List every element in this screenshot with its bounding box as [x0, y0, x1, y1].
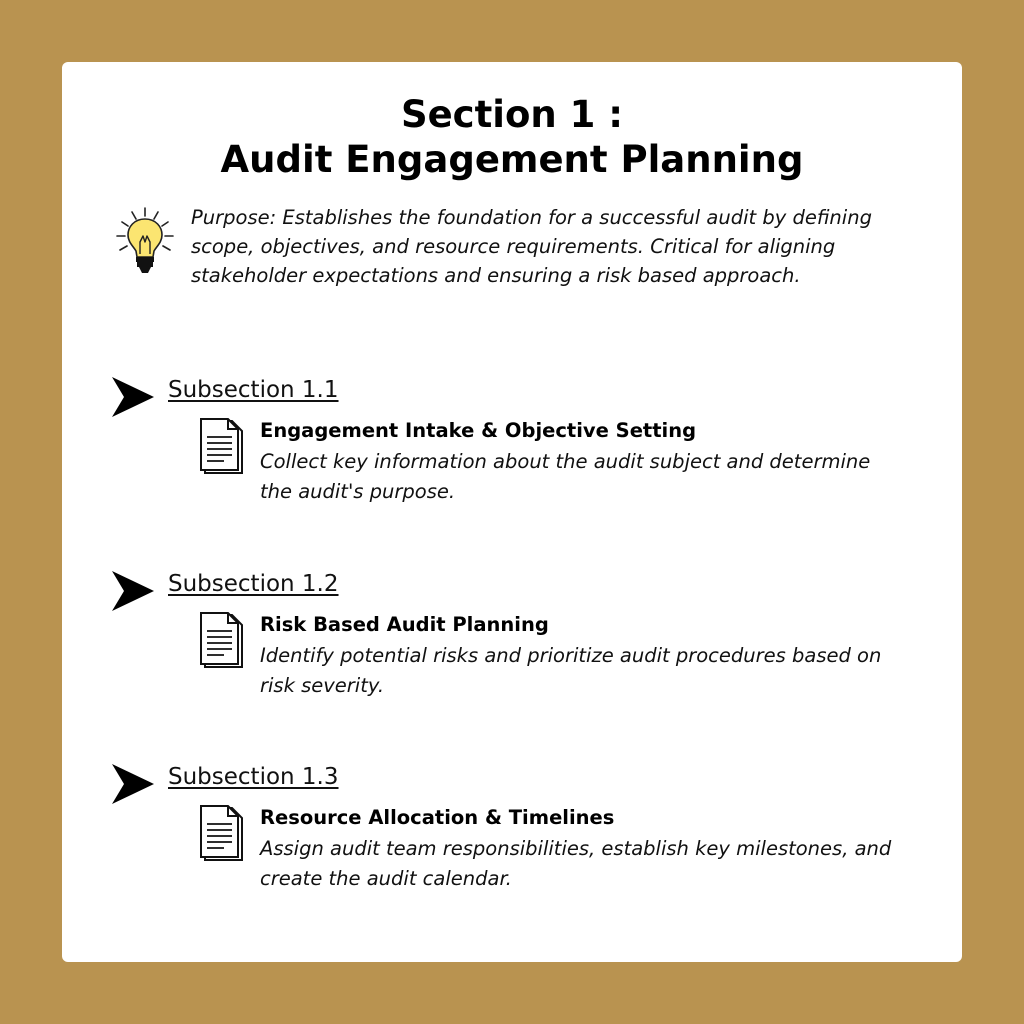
subsection-label: Subsection 1.3 — [168, 764, 339, 790]
purpose-text: Purpose: Establishes the foundation for a successful audit by defining scope, objectives, and resource requirements. Critical for aligning stakeholder expectations and ensuring a risk based approach. — [191, 206, 872, 287]
arrow-right-icon — [112, 569, 154, 613]
subsection-label: Subsection 1.1 — [168, 377, 339, 403]
subsection-heading: Resource Allocation & Timelines — [260, 806, 615, 829]
title-line-2: Audit Engagement Planning — [220, 138, 804, 181]
page-title — [62, 92, 962, 182]
document-icon — [198, 804, 246, 864]
document-icon — [198, 417, 246, 477]
subsection-label: Subsection 1.2 — [168, 571, 339, 597]
content-card — [62, 62, 962, 962]
title-line-1: Section 1 : — [400, 93, 624, 136]
lightbulb-icon — [112, 204, 184, 280]
subsection-heading: Engagement Intake & Objective Setting — [260, 419, 697, 442]
arrow-right-icon — [112, 762, 154, 806]
arrow-right-icon — [112, 375, 154, 419]
subsection-1-3 — [62, 762, 962, 902]
subsection-1-1 — [62, 375, 962, 515]
subsection-1-2 — [62, 569, 962, 709]
subsection-description: Collect key information about the audit subject and determine the audit's purpose. — [260, 450, 871, 503]
document-icon — [198, 611, 246, 671]
subsection-description: Assign audit team responsibilities, establish key milestones, and create the audit calendar. — [260, 837, 892, 890]
subsection-heading: Risk Based Audit Planning — [260, 613, 549, 636]
subsection-description: Identify potential risks and prioritize audit procedures based on risk severity. — [260, 644, 882, 697]
